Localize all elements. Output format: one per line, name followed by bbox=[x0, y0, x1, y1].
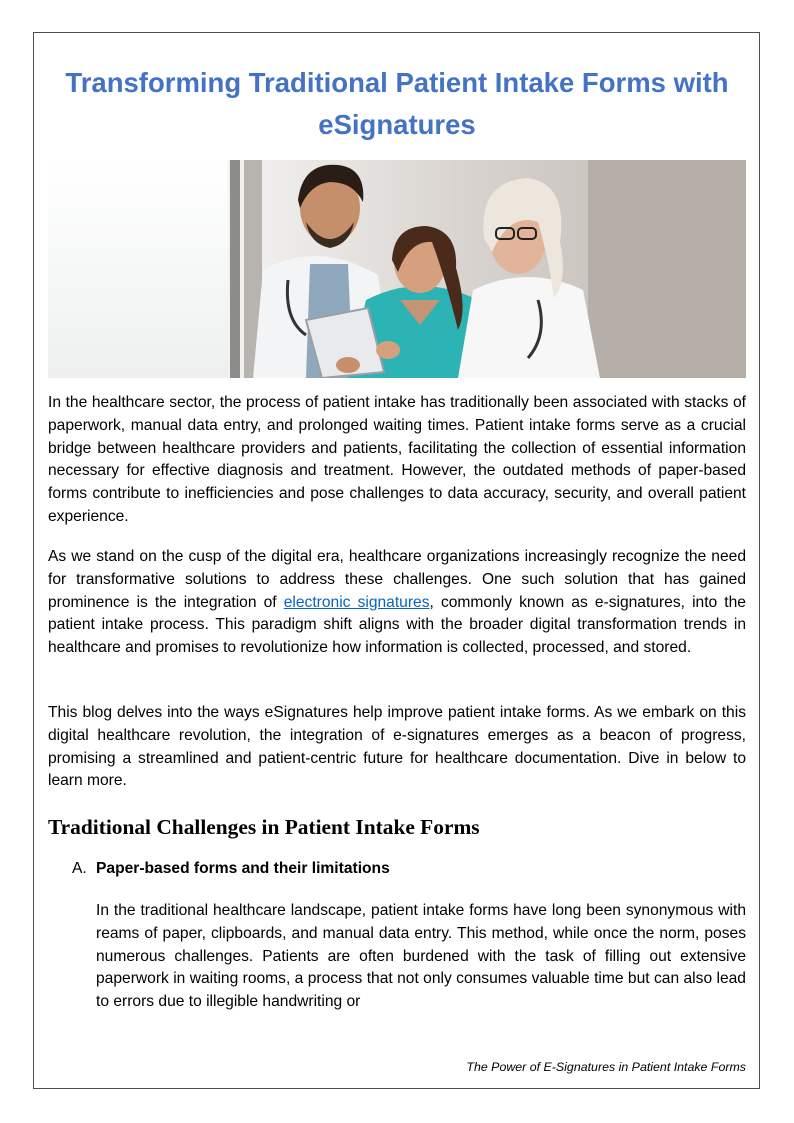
subsection-label: Paper-based forms and their limitations bbox=[96, 860, 390, 877]
paper-forms-paragraph: In the traditional healthcare landscape, patient intake forms have long been synonymous with reams of paper, clipboards, and manual data entry. This method, while once the norm, poses numerous challenges. Patients are often burdened with the task of filling out extensive paperwork in waiting rooms, a process that not only consumes valuable time but can also lead to errors due to illegible handwriting or bbox=[96, 902, 746, 1011]
intro-paragraph: In the healthcare sector, the process of patient intake has traditionally been associated with stacks of paperwork, manual data entry, and prolonged waiting times. Patient intake forms serve as a crucial bridge between healthcare providers and patients, facilitating the collection of essential information necessary for effective diagnosis and treatment. However, the outdated methods of paper-based forms contribute to inefficiencies and pose challenges to data accuracy, security, and overall patient experience. bbox=[48, 394, 746, 525]
paragraph-text: As we stand on the cusp of the digital era, healthcare organizations increasingly recognize the need for transformative solutions to address these challenges. One such solution that has gained prominence is the integration of bbox=[48, 548, 746, 611]
subsection-heading bbox=[72, 857, 390, 881]
hero-illustration bbox=[48, 160, 746, 378]
page-title: Transforming Traditional Patient Intake Forms with eSignatures bbox=[65, 67, 729, 140]
esignatures-paragraph bbox=[48, 546, 746, 660]
page-footer: The Power of E-Signatures in Patient Intake Forms bbox=[466, 1060, 746, 1074]
section-heading: Traditional Challenges in Patient Intake Forms bbox=[48, 815, 480, 839]
blog-overview-paragraph: This blog delves into the ways eSignatures help improve patient intake forms. As we embark on this digital healthcare revolution, the integration of e-signatures emerges as a beacon of progress, promising a streamlined and patient-centric future for healthcare documentation. Dive in below to learn more. bbox=[48, 704, 746, 790]
hero-image bbox=[48, 160, 746, 378]
list-marker: A. bbox=[72, 860, 87, 877]
electronic-signatures-link[interactable]: electronic signatures bbox=[283, 593, 430, 611]
paragraph-text: , commonly known as e-signatures, into the patient intake process. This paradigm shift aligns with the broader digital transformation trends in healthcare and promises to revolutionize how information is collected, processed, and stored. bbox=[48, 593, 746, 657]
